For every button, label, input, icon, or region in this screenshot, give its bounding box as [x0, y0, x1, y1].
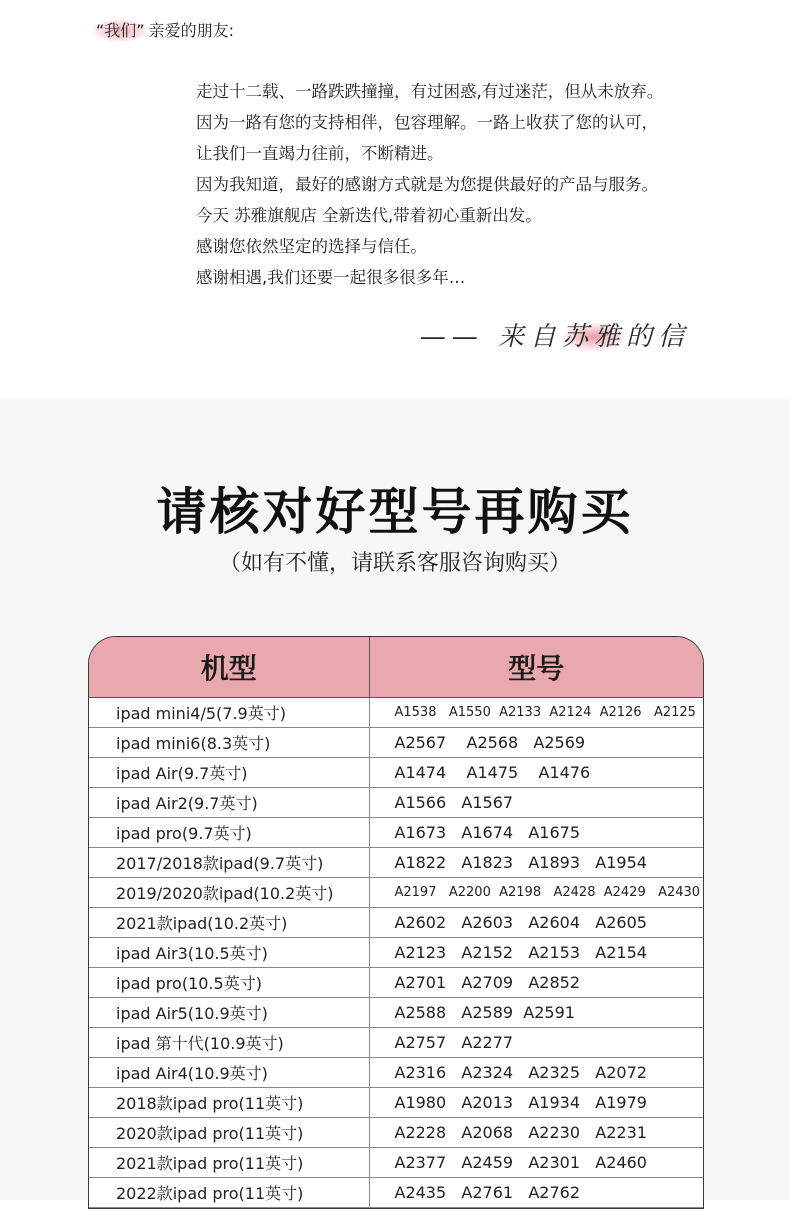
- model-cell: ipad mini6(8.3英寸): [89, 728, 369, 758]
- number-cell: A2757 A2277: [369, 1028, 703, 1058]
- model-cell: 2017/2018款ipad(9.7英寸): [89, 848, 369, 878]
- table-row: [89, 1118, 703, 1148]
- table-row: [89, 728, 703, 758]
- model-cell: ipad pro(9.7英寸): [89, 818, 369, 848]
- greeting-highlight: “我们”: [92, 19, 149, 42]
- model-cell: ipad Air2(9.7英寸): [89, 788, 369, 818]
- number-cell: A2602 A2603 A2604 A2605: [369, 908, 703, 938]
- table-row: [89, 1058, 703, 1088]
- signature-prefix: —— 来自: [419, 322, 562, 352]
- letter-line: 感谢您依然坚定的选择与信任。: [196, 237, 427, 256]
- table-header-row: [89, 637, 703, 698]
- model-cell: 2022款ipad pro(11英寸): [89, 1178, 369, 1208]
- greeting-rest: 亲爱的朋友:: [148, 21, 234, 40]
- number-cell: A1822 A1823 A1893 A1954: [369, 848, 703, 878]
- model-cell: 2019/2020款ipad(10.2英寸): [89, 878, 369, 908]
- number-cell: A2228 A2068 A2230 A2231: [369, 1118, 703, 1148]
- model-cell: ipad mini4/5(7.9英寸): [89, 698, 369, 728]
- table-row: [89, 1028, 703, 1058]
- number-cell: A1474 A1475 A1476: [369, 758, 703, 788]
- table-row: [89, 818, 703, 848]
- model-table-container: [88, 636, 704, 1209]
- model-cell: 2021款ipad pro(11英寸): [89, 1148, 369, 1178]
- letter-greeting: [92, 18, 234, 41]
- number-cell: A1566 A1567: [369, 788, 703, 818]
- section-title: 请核对好型号再购买: [156, 483, 634, 541]
- letter-section: [0, 0, 790, 398]
- number-cell: A1673 A1674 A1675: [369, 818, 703, 848]
- table-row: [89, 968, 703, 998]
- letter-signature: [420, 316, 690, 353]
- model-cell: ipad pro(10.5英寸): [89, 968, 369, 998]
- header-number: 型号: [369, 637, 703, 698]
- number-cell: A2316 A2324 A2325 A2072: [369, 1058, 703, 1088]
- letter-line: 因为我知道，最好的感谢方式就是为您提供最好的产品与服务。: [196, 175, 658, 194]
- number-cell: A2197 A2200 A2198 A2428 A2429 A2430: [369, 878, 703, 908]
- table-row: [89, 788, 703, 818]
- table-row: [89, 1148, 703, 1178]
- table-row: [89, 938, 703, 968]
- model-cell: 2018款ipad pro(11英寸): [89, 1088, 369, 1118]
- model-cell: ipad 第十代(10.9英寸): [89, 1028, 369, 1058]
- number-cell: A2588 A2589 A2591: [369, 998, 703, 1028]
- letter-line: 感谢相遇,我们还要一起很多很多年…: [196, 268, 466, 287]
- model-cell: 2020款ipad pro(11英寸): [89, 1118, 369, 1148]
- number-cell: A1980 A2013 A1934 A1979: [369, 1088, 703, 1118]
- letter-line: 走过十二载、一路跌跌撞撞，有过困惑,有过迷茫，但从未放弃。: [196, 82, 664, 101]
- signature-name: 苏雅: [561, 322, 626, 352]
- letter-line: 让我们一直竭力往前，不断精进。: [196, 144, 444, 163]
- table-row: [89, 908, 703, 938]
- letter-line: 因为一路有您的支持相伴，包容理解。一路上收获了您的认可，: [196, 113, 658, 132]
- model-cell: ipad Air(9.7英寸): [89, 758, 369, 788]
- letter-body: [196, 76, 663, 293]
- model-cell: ipad Air3(10.5英寸): [89, 938, 369, 968]
- header-model: 机型: [89, 637, 369, 698]
- model-cell: ipad Air4(10.9英寸): [89, 1058, 369, 1088]
- table-row: [89, 848, 703, 878]
- model-cell: ipad Air5(10.9英寸): [89, 998, 369, 1028]
- table-row: [89, 998, 703, 1028]
- table-body: [89, 698, 703, 1208]
- model-cell: 2021款ipad(10.2英寸): [89, 908, 369, 938]
- number-cell: A2123 A2152 A2153 A2154: [369, 938, 703, 968]
- number-cell: A1538 A1550 A2133 A2124 A2126 A2125: [369, 698, 703, 728]
- model-table: [89, 637, 703, 1208]
- table-row: [89, 698, 703, 728]
- table-row: [89, 1088, 703, 1118]
- table-row: [89, 758, 703, 788]
- number-cell: A2377 A2459 A2301 A2460: [369, 1148, 703, 1178]
- table-row: [89, 1178, 703, 1208]
- letter-line: 今天 苏雅旗舰店 全新迭代,带着初心重新出发。: [196, 206, 542, 225]
- section-subtitle: （如有不懂，请联系客服咨询购买）: [218, 551, 571, 576]
- model-check-section: [0, 398, 790, 1203]
- table-row: [89, 878, 703, 908]
- number-cell: A2701 A2709 A2852: [369, 968, 703, 998]
- number-cell: A2567 A2568 A2569: [369, 728, 703, 758]
- signature-suffix: 的信: [625, 322, 690, 352]
- number-cell: A2435 A2761 A2762: [369, 1178, 703, 1208]
